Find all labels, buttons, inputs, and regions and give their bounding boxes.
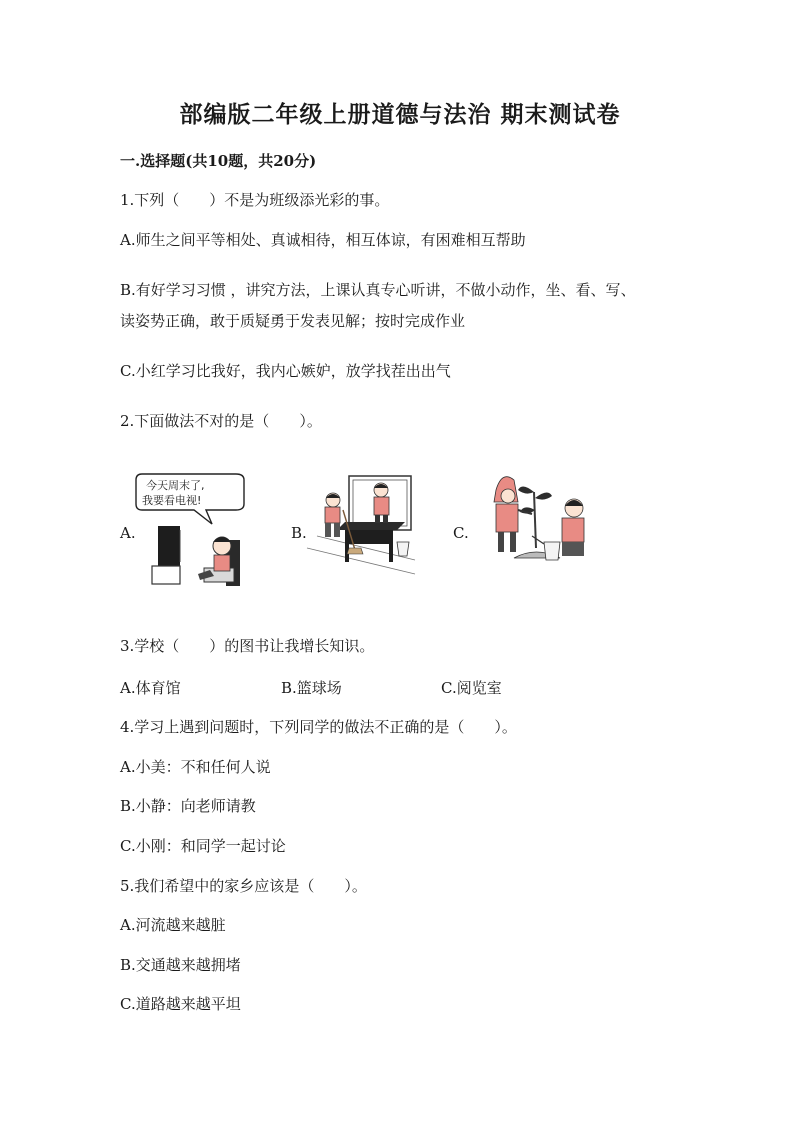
question-3-option-b: B.篮球场 bbox=[281, 679, 342, 697]
question-3-options bbox=[120, 677, 680, 697]
bubble-text-line1: 今天周末了, bbox=[146, 479, 205, 492]
cleaning-classroom-illustration bbox=[305, 470, 417, 580]
question-5-stem: 5.我们希望中的家乡应该是（ ）。 bbox=[120, 877, 367, 895]
question-4-option-a: A.小美：不和任何人说 bbox=[120, 758, 271, 776]
question-1-stem: 1.下列（ ）不是为班级添光彩的事。 bbox=[120, 191, 390, 209]
question-4-stem: 4.学习上遇到问题时，下列同学的做法不正确的是（ ）。 bbox=[120, 718, 517, 736]
question-1-option-c: C.小红学习比我好，我内心嫉妒，放学找茬出出气 bbox=[120, 362, 451, 380]
question-5-option-a: A.河流越来越脏 bbox=[120, 916, 226, 934]
planting-tree-illustration bbox=[488, 462, 598, 580]
question-2-option-b-label: B. bbox=[291, 524, 307, 542]
question-5-option-b: B.交通越来越拥堵 bbox=[120, 956, 241, 974]
question-4-option-c: C.小刚：和同学一起讨论 bbox=[120, 837, 286, 855]
question-3-option-c: C.阅览室 bbox=[441, 679, 502, 697]
bubble-text-line2: 我要看电视! bbox=[142, 494, 202, 507]
watching-tv-illustration bbox=[132, 470, 252, 590]
question-1-option-b-line1: B.有好学习习惯 ，讲究方法，上课认真专心听讲，不做小动作，坐、看、写、 bbox=[120, 281, 636, 299]
question-1-option-b-line2: 读姿势正确，敢于质疑勇于发表见解；按时完成作业 bbox=[120, 312, 466, 330]
question-2-option-a-label: A. bbox=[120, 524, 136, 542]
page-title: 部编版二年级上册道德与法治 期末测试卷 bbox=[179, 101, 621, 128]
question-1-option-a: A.师生之间平等相处、真诚相待，相互体谅，有困难相互帮助 bbox=[120, 231, 526, 249]
question-2-stem: 2.下面做法不对的是（ ）。 bbox=[120, 412, 322, 430]
question-4-option-b: B.小静：向老师请教 bbox=[120, 797, 256, 815]
section-heading: 一.选择题(共10题，共20分) bbox=[120, 152, 317, 170]
question-3-stem: 3.学校（ ）的图书让我增长知识。 bbox=[120, 637, 375, 655]
question-3-option-a: A.体育馆 bbox=[120, 679, 181, 697]
question-2-option-c-label: C. bbox=[453, 524, 469, 542]
question-5-option-c: C.道路越来越平坦 bbox=[120, 995, 241, 1013]
